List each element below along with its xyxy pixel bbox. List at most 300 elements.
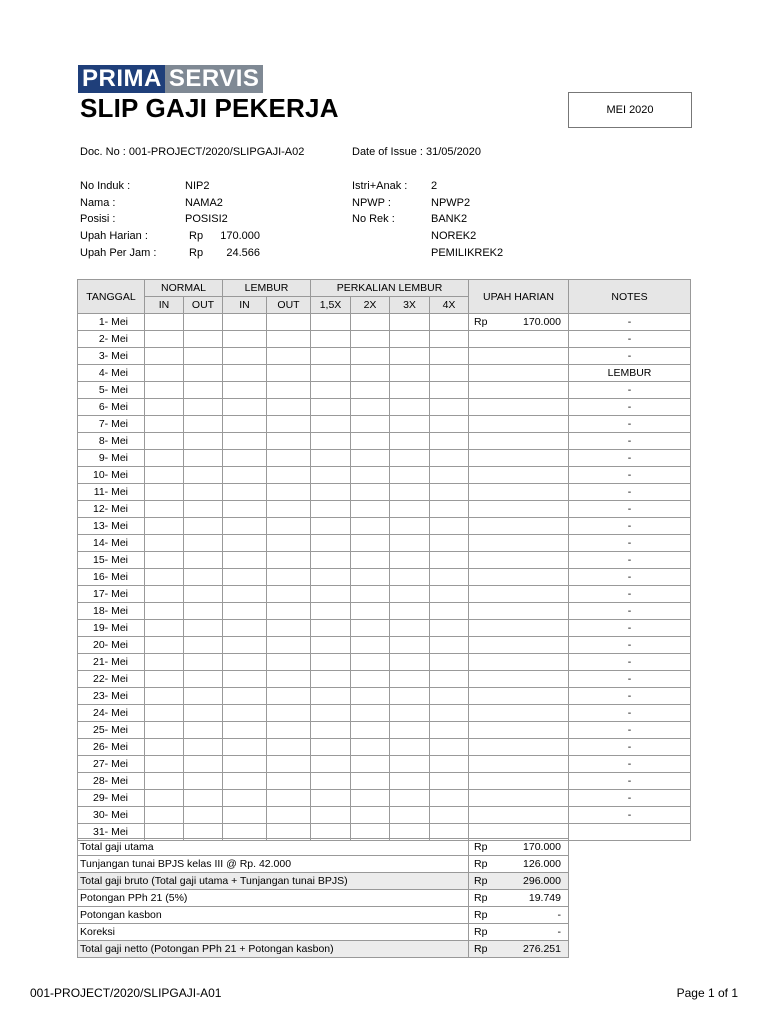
time-cell[interactable]: [184, 671, 223, 688]
time-cell[interactable]: [145, 518, 184, 535]
time-cell[interactable]: [390, 348, 430, 365]
time-cell[interactable]: [311, 399, 351, 416]
time-cell[interactable]: [145, 314, 184, 331]
time-cell[interactable]: [351, 535, 390, 552]
time-cell[interactable]: [267, 535, 311, 552]
time-cell[interactable]: [267, 399, 311, 416]
time-cell[interactable]: [390, 705, 430, 722]
time-cell[interactable]: [311, 348, 351, 365]
time-cell[interactable]: [184, 807, 223, 824]
time-cell[interactable]: [311, 535, 351, 552]
time-cell[interactable]: [223, 552, 267, 569]
time-cell[interactable]: [223, 569, 267, 586]
time-cell[interactable]: [351, 756, 390, 773]
time-cell[interactable]: [184, 433, 223, 450]
time-cell[interactable]: [223, 671, 267, 688]
time-cell[interactable]: [311, 756, 351, 773]
time-cell[interactable]: [351, 314, 390, 331]
time-cell[interactable]: [430, 722, 469, 739]
time-cell[interactable]: [311, 314, 351, 331]
time-cell[interactable]: [311, 603, 351, 620]
upah-per-jam-currency: Rp: [189, 247, 204, 259]
time-cell[interactable]: [184, 620, 223, 637]
time-cell[interactable]: [267, 807, 311, 824]
time-cell[interactable]: [267, 518, 311, 535]
time-cell[interactable]: [184, 654, 223, 671]
row-upah-harian: [469, 773, 569, 790]
time-cell[interactable]: [267, 433, 311, 450]
summary-label: Total gaji utama: [78, 839, 469, 856]
table-row: [78, 467, 691, 484]
row-upah-harian: [469, 433, 569, 450]
time-cell[interactable]: [430, 450, 469, 467]
time-cell[interactable]: [430, 382, 469, 399]
time-cell[interactable]: [145, 331, 184, 348]
info-left-label: Nama :: [80, 197, 116, 209]
time-cell[interactable]: [223, 467, 267, 484]
time-cell[interactable]: [184, 365, 223, 382]
time-cell[interactable]: [351, 773, 390, 790]
time-cell[interactable]: [430, 501, 469, 518]
time-cell[interactable]: [311, 484, 351, 501]
time-cell[interactable]: [390, 637, 430, 654]
time-cell[interactable]: [184, 569, 223, 586]
time-cell[interactable]: [223, 501, 267, 518]
time-cell[interactable]: [311, 620, 351, 637]
time-cell[interactable]: [145, 739, 184, 756]
summary-value: 126.000: [523, 858, 561, 870]
time-cell[interactable]: [311, 773, 351, 790]
summary-value: 276.251: [523, 943, 561, 955]
time-cell[interactable]: [184, 348, 223, 365]
time-cell[interactable]: [145, 586, 184, 603]
time-cell[interactable]: [430, 552, 469, 569]
month-box: [568, 92, 692, 128]
time-cell[interactable]: [267, 416, 311, 433]
time-cell[interactable]: [351, 569, 390, 586]
time-cell[interactable]: [390, 314, 430, 331]
time-cell[interactable]: [351, 501, 390, 518]
table-row: [78, 501, 691, 518]
time-cell[interactable]: [184, 467, 223, 484]
time-cell[interactable]: [430, 467, 469, 484]
info-right-value: 2: [431, 180, 438, 192]
table-row: [78, 586, 691, 603]
time-cell[interactable]: [267, 314, 311, 331]
time-cell[interactable]: [184, 535, 223, 552]
time-cell[interactable]: [267, 365, 311, 382]
time-cell[interactable]: [184, 450, 223, 467]
time-cell[interactable]: [267, 773, 311, 790]
time-cell[interactable]: [267, 484, 311, 501]
time-cell[interactable]: [390, 739, 430, 756]
time-cell[interactable]: [267, 790, 311, 807]
row-date: 23- Mei: [78, 688, 145, 705]
time-cell[interactable]: [223, 620, 267, 637]
time-cell[interactable]: [390, 722, 430, 739]
time-cell[interactable]: [145, 365, 184, 382]
table-row: [78, 722, 691, 739]
time-cell[interactable]: [351, 722, 390, 739]
time-cell[interactable]: [311, 433, 351, 450]
time-cell[interactable]: [184, 416, 223, 433]
time-cell[interactable]: [223, 705, 267, 722]
time-cell[interactable]: [390, 586, 430, 603]
row-upah-harian: [469, 399, 569, 416]
row-upah-harian: [469, 671, 569, 688]
time-cell[interactable]: [267, 348, 311, 365]
time-cell[interactable]: [430, 773, 469, 790]
time-cell[interactable]: [311, 790, 351, 807]
row-upah-wrap: [469, 316, 568, 328]
time-cell[interactable]: [351, 790, 390, 807]
time-cell[interactable]: [311, 705, 351, 722]
time-cell[interactable]: [145, 399, 184, 416]
row-note: -: [569, 722, 691, 739]
time-cell[interactable]: [223, 586, 267, 603]
time-cell[interactable]: [430, 654, 469, 671]
time-cell[interactable]: [390, 552, 430, 569]
time-cell[interactable]: [430, 688, 469, 705]
row-date: 8- Mei: [78, 433, 145, 450]
time-cell[interactable]: [430, 331, 469, 348]
time-cell[interactable]: [145, 773, 184, 790]
time-cell[interactable]: [184, 603, 223, 620]
time-cell[interactable]: [145, 671, 184, 688]
time-cell[interactable]: [223, 450, 267, 467]
time-cell[interactable]: [390, 467, 430, 484]
time-cell[interactable]: [430, 620, 469, 637]
time-cell[interactable]: [390, 807, 430, 824]
time-cell[interactable]: [145, 484, 184, 501]
row-date: 25- Mei: [78, 722, 145, 739]
time-cell[interactable]: [311, 586, 351, 603]
row-note: -: [569, 501, 691, 518]
time-cell[interactable]: [390, 382, 430, 399]
time-cell[interactable]: [351, 552, 390, 569]
time-cell[interactable]: [390, 501, 430, 518]
time-cell[interactable]: [351, 348, 390, 365]
time-cell[interactable]: [390, 569, 430, 586]
time-cell[interactable]: [145, 348, 184, 365]
time-cell[interactable]: [223, 807, 267, 824]
time-cell[interactable]: [430, 433, 469, 450]
time-cell[interactable]: [430, 365, 469, 382]
time-cell[interactable]: [390, 433, 430, 450]
header-perkalian-lembur: PERKALIAN LEMBUR: [311, 280, 469, 297]
time-cell[interactable]: [145, 467, 184, 484]
info-right-label: Istri+Anak :: [352, 180, 408, 192]
time-cell[interactable]: [311, 518, 351, 535]
time-cell[interactable]: [145, 535, 184, 552]
date-of-issue: Date of Issue : 31/05/2020: [352, 146, 482, 158]
brand-logo: [78, 65, 263, 93]
time-cell[interactable]: [390, 790, 430, 807]
time-cell[interactable]: [430, 739, 469, 756]
time-cell[interactable]: [184, 586, 223, 603]
time-cell[interactable]: [311, 654, 351, 671]
row-note: -: [569, 450, 691, 467]
summary-label: Koreksi: [78, 924, 469, 941]
time-cell[interactable]: [184, 722, 223, 739]
time-cell[interactable]: [145, 620, 184, 637]
time-cell[interactable]: [223, 739, 267, 756]
time-cell[interactable]: [311, 739, 351, 756]
summary-currency: Rp: [474, 892, 488, 904]
time-cell[interactable]: [145, 433, 184, 450]
time-cell[interactable]: [267, 501, 311, 518]
time-cell[interactable]: [390, 654, 430, 671]
time-cell[interactable]: [267, 654, 311, 671]
time-cell[interactable]: [184, 790, 223, 807]
time-cell[interactable]: [223, 365, 267, 382]
time-cell[interactable]: [311, 365, 351, 382]
time-cell[interactable]: [223, 399, 267, 416]
time-cell[interactable]: [184, 637, 223, 654]
time-cell[interactable]: [223, 518, 267, 535]
row-upah-harian: [469, 535, 569, 552]
time-cell[interactable]: [390, 671, 430, 688]
time-cell[interactable]: [351, 331, 390, 348]
time-cell[interactable]: [430, 603, 469, 620]
time-cell[interactable]: [223, 688, 267, 705]
header-x3: 3X: [390, 297, 430, 314]
time-cell[interactable]: [145, 722, 184, 739]
time-cell[interactable]: [184, 484, 223, 501]
row-date: 10- Mei: [78, 467, 145, 484]
time-cell[interactable]: [223, 637, 267, 654]
row-upah-harian: [469, 484, 569, 501]
time-cell[interactable]: [184, 705, 223, 722]
time-cell[interactable]: [311, 501, 351, 518]
time-cell[interactable]: [390, 535, 430, 552]
time-cell[interactable]: [430, 348, 469, 365]
time-cell[interactable]: [184, 739, 223, 756]
time-cell[interactable]: [390, 416, 430, 433]
time-cell[interactable]: [184, 382, 223, 399]
time-cell[interactable]: [430, 535, 469, 552]
table-row: [78, 450, 691, 467]
summary-label: Total gaji netto (Potongan PPh 21 + Potongan kasbon): [78, 941, 469, 958]
time-cell[interactable]: [311, 552, 351, 569]
row-date: 31- Mei: [78, 824, 145, 841]
time-cell[interactable]: [184, 756, 223, 773]
time-cell[interactable]: [351, 518, 390, 535]
time-cell[interactable]: [311, 722, 351, 739]
time-cell[interactable]: [267, 688, 311, 705]
time-cell[interactable]: [351, 484, 390, 501]
time-cell[interactable]: [311, 671, 351, 688]
time-cell[interactable]: [184, 501, 223, 518]
time-cell[interactable]: [223, 722, 267, 739]
time-cell[interactable]: [223, 756, 267, 773]
time-cell[interactable]: [267, 637, 311, 654]
summary-table: [77, 838, 569, 958]
table-row: [78, 705, 691, 722]
time-cell[interactable]: [145, 603, 184, 620]
time-cell[interactable]: [184, 314, 223, 331]
time-cell[interactable]: [223, 535, 267, 552]
time-cell[interactable]: [267, 722, 311, 739]
time-cell[interactable]: [311, 382, 351, 399]
time-cell[interactable]: [184, 399, 223, 416]
time-cell[interactable]: [311, 331, 351, 348]
time-cell[interactable]: [390, 688, 430, 705]
time-cell[interactable]: [223, 484, 267, 501]
time-cell[interactable]: [267, 705, 311, 722]
time-cell[interactable]: [184, 331, 223, 348]
time-cell[interactable]: [311, 467, 351, 484]
time-cell[interactable]: [267, 552, 311, 569]
time-cell[interactable]: [145, 705, 184, 722]
row-date: 3- Mei: [78, 348, 145, 365]
time-cell[interactable]: [267, 331, 311, 348]
time-cell[interactable]: [390, 399, 430, 416]
time-cell[interactable]: [267, 382, 311, 399]
time-cell[interactable]: [223, 348, 267, 365]
row-date: 29- Mei: [78, 790, 145, 807]
time-cell[interactable]: [390, 620, 430, 637]
time-cell[interactable]: [430, 586, 469, 603]
time-cell[interactable]: [311, 569, 351, 586]
time-cell[interactable]: [351, 688, 390, 705]
time-cell[interactable]: [311, 637, 351, 654]
time-cell[interactable]: [223, 331, 267, 348]
time-cell[interactable]: [390, 518, 430, 535]
row-upah-harian: [469, 603, 569, 620]
time-cell[interactable]: [267, 450, 311, 467]
time-cell[interactable]: [311, 688, 351, 705]
time-cell[interactable]: [351, 671, 390, 688]
time-cell[interactable]: [223, 790, 267, 807]
summary-amount: [469, 890, 569, 907]
time-cell[interactable]: [430, 671, 469, 688]
time-cell[interactable]: [390, 450, 430, 467]
summary-amount-wrap: [469, 841, 568, 853]
time-cell[interactable]: [351, 705, 390, 722]
time-cell[interactable]: [390, 773, 430, 790]
summary-amount-wrap: [469, 926, 568, 938]
time-cell[interactable]: [390, 484, 430, 501]
time-cell[interactable]: [184, 518, 223, 535]
time-cell[interactable]: [145, 637, 184, 654]
summary-amount: [469, 856, 569, 873]
time-cell[interactable]: [430, 569, 469, 586]
table-row: [78, 552, 691, 569]
time-cell[interactable]: [351, 365, 390, 382]
attendance-table: [77, 279, 691, 841]
row-note: LEMBUR: [569, 365, 691, 382]
time-cell[interactable]: [267, 569, 311, 586]
time-cell[interactable]: [430, 807, 469, 824]
time-cell[interactable]: [145, 688, 184, 705]
time-cell[interactable]: [430, 399, 469, 416]
time-cell[interactable]: [145, 756, 184, 773]
time-cell[interactable]: [430, 484, 469, 501]
time-cell[interactable]: [145, 450, 184, 467]
time-cell[interactable]: [311, 807, 351, 824]
time-cell[interactable]: [351, 382, 390, 399]
time-cell[interactable]: [430, 416, 469, 433]
time-cell[interactable]: [351, 739, 390, 756]
row-note: -: [569, 484, 691, 501]
time-cell[interactable]: [351, 416, 390, 433]
time-cell[interactable]: [267, 603, 311, 620]
time-cell[interactable]: [390, 756, 430, 773]
time-cell[interactable]: [351, 603, 390, 620]
time-cell[interactable]: [351, 467, 390, 484]
time-cell[interactable]: [267, 739, 311, 756]
time-cell[interactable]: [223, 314, 267, 331]
time-cell[interactable]: [145, 654, 184, 671]
time-cell[interactable]: [430, 314, 469, 331]
time-cell[interactable]: [430, 756, 469, 773]
time-cell[interactable]: [145, 382, 184, 399]
row-upah-harian: [469, 807, 569, 824]
time-cell[interactable]: [351, 399, 390, 416]
row-upah-harian: [469, 688, 569, 705]
time-cell[interactable]: [390, 331, 430, 348]
time-cell[interactable]: [430, 790, 469, 807]
time-cell[interactable]: [223, 433, 267, 450]
time-cell[interactable]: [223, 416, 267, 433]
time-cell[interactable]: [390, 603, 430, 620]
time-cell[interactable]: [311, 416, 351, 433]
row-upah-harian: [469, 518, 569, 535]
time-cell[interactable]: [351, 433, 390, 450]
time-cell[interactable]: [351, 807, 390, 824]
time-cell[interactable]: [430, 518, 469, 535]
time-cell[interactable]: [311, 450, 351, 467]
row-date: 27- Mei: [78, 756, 145, 773]
time-cell[interactable]: [145, 416, 184, 433]
time-cell[interactable]: [267, 620, 311, 637]
time-cell[interactable]: [351, 586, 390, 603]
time-cell[interactable]: [223, 382, 267, 399]
time-cell[interactable]: [223, 654, 267, 671]
time-cell[interactable]: [351, 450, 390, 467]
time-cell[interactable]: [145, 552, 184, 569]
time-cell[interactable]: [145, 501, 184, 518]
time-cell[interactable]: [430, 637, 469, 654]
time-cell[interactable]: [184, 688, 223, 705]
time-cell[interactable]: [267, 586, 311, 603]
time-cell[interactable]: [223, 773, 267, 790]
time-cell[interactable]: [145, 790, 184, 807]
time-cell[interactable]: [223, 603, 267, 620]
time-cell[interactable]: [267, 671, 311, 688]
info-right-value: PEMILIKREK2: [431, 247, 504, 259]
time-cell[interactable]: [145, 807, 184, 824]
time-cell[interactable]: [145, 569, 184, 586]
row-note: -: [569, 518, 691, 535]
time-cell[interactable]: [184, 773, 223, 790]
time-cell[interactable]: [390, 365, 430, 382]
time-cell[interactable]: [430, 705, 469, 722]
month-label: MEI 2020: [606, 104, 654, 116]
time-cell[interactable]: [267, 756, 311, 773]
row-upah-currency: Rp: [474, 316, 488, 328]
upah-per-jam-label: Upah Per Jam :: [80, 247, 157, 259]
summary-currency: Rp: [474, 943, 488, 955]
time-cell[interactable]: [184, 552, 223, 569]
table-row: [78, 331, 691, 348]
time-cell[interactable]: [351, 654, 390, 671]
time-cell[interactable]: [351, 637, 390, 654]
time-cell[interactable]: [351, 620, 390, 637]
time-cell[interactable]: [267, 467, 311, 484]
summary-value: 19.749: [528, 892, 561, 904]
